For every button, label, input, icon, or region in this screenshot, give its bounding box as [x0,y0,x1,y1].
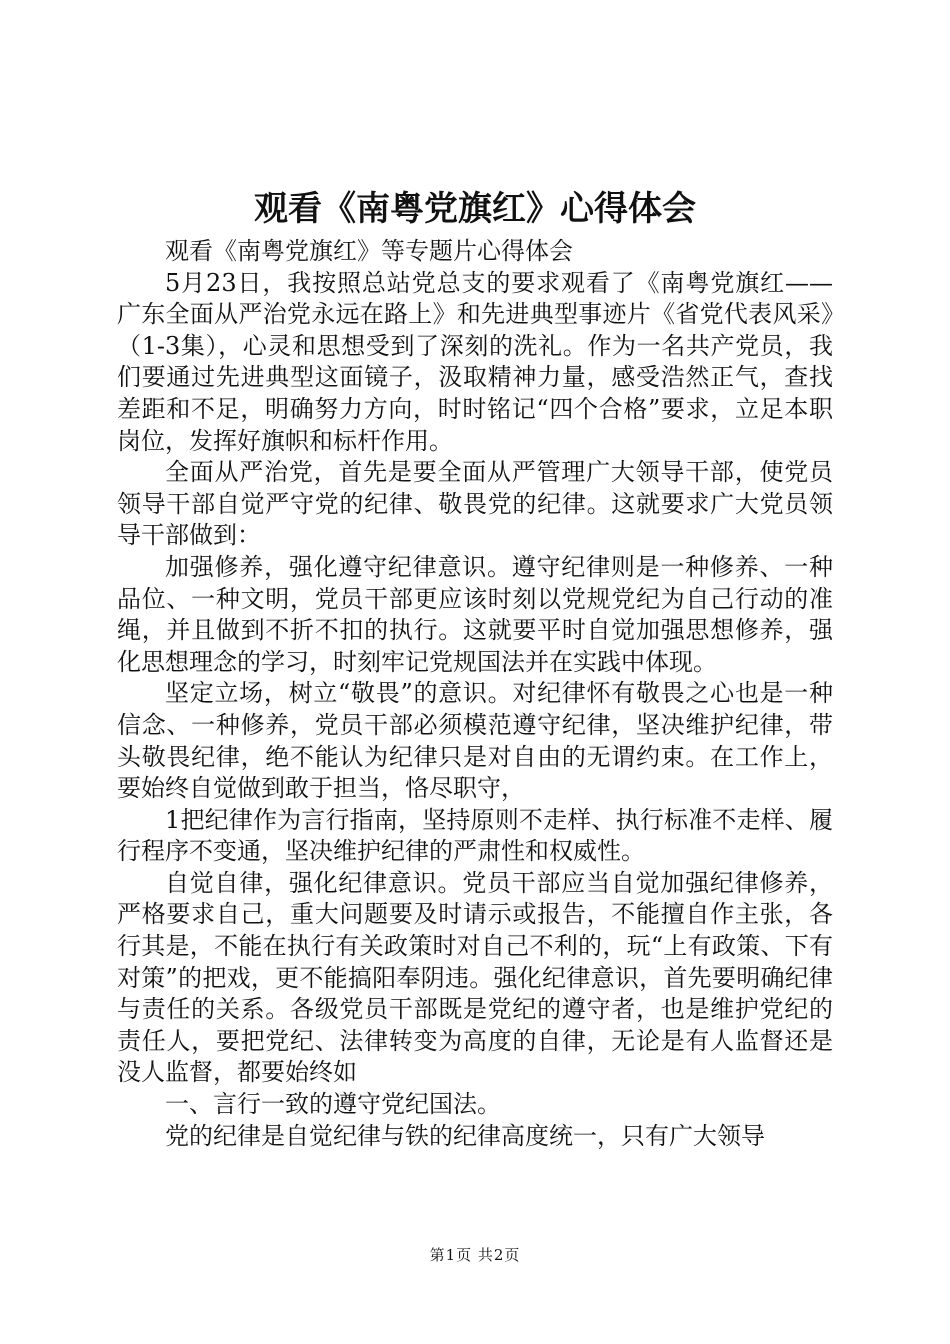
paragraph: 党的纪律是自觉纪律与铁的纪律高度统一，只有广大领导 [165,1121,765,1150]
paragraph: 加强修养，强化遵守纪律意识。遵守纪律则是一种修养、一种品位、一种文明，党员干部更应该时刻以党规党纪为自己行动的准绳，并且做到不折不扣的执行。这就要平时自觉加强思想修养，强化思想理念的学习，时刻牢记党规国法并在实践中体现。 [117,552,833,676]
paragraph: 坚定立场，树立“敬畏”的意识。对纪律怀有敬畏之心也是一种信念、一种修养，党员干部必须模范遵守纪律，坚决维护纪律，带头敬畏纪律，绝不能认为纪律只是对自由的无谓约束。在工作上，要始终自觉做到敢于担当，恪尽职守， [117,679,833,803]
paragraph: 一、言行一致的遵守党纪国法。 [165,1090,501,1119]
paragraph: 5月23日，我按照总站党总支的要求观看了《南粤党旗红——广东全面从严治党永远在路上》和先进典型事迹片《省党代表风采》（1-3集），心灵和思想受到了深刻的洗礼。作为一名共产党员，我们要通过先进典型这面镜子，汲取精神力量，感受浩然正气，查找差距和不足，明确努力方向，时时铭记“四个合格”要求，立足本职岗位，发挥好旗帜和标杆作用。 [117,268,833,455]
page-number-footer: 第1页 共2页 [429,1246,521,1264]
paragraph: 自觉自律，强化纪律意识。党员干部应当自觉加强纪律修养，严格要求自己，重大问题要及时请示或报告，不能擅自作主张，各行其是，不能在执行有关政策时对自己不利的，玩“上有政策、下有对策”的把戏，更不能搞阳奉阴违。强化纪律意识，首先要明确纪律与责任的关系。各级党员干部既是党纪的遵守者，也是维护党纪的责任人，要把党纪、法律转变为高度的自律，无论是有人监督还是没人监督，都要始终如 [117,868,833,1087]
document-body [117,236,833,1152]
paragraph-subtitle: 观看《南粤党旗红》等专题片心得体会 [165,237,573,265]
document-title: 观看《南粤党旗红》心得体会 [254,189,696,229]
paragraph: 全面从严治党，首先是要全面从严管理广大领导干部，使党员领导干部自觉严守党的纪律、敬畏党的纪律。这就要求广大党员领导干部做到： [117,458,833,550]
paragraph: 1把纪律作为言行指南，坚持原则不走样、执行标准不走样、履行程序不变通，坚决维护纪律的严肃性和权威性。 [117,805,833,866]
